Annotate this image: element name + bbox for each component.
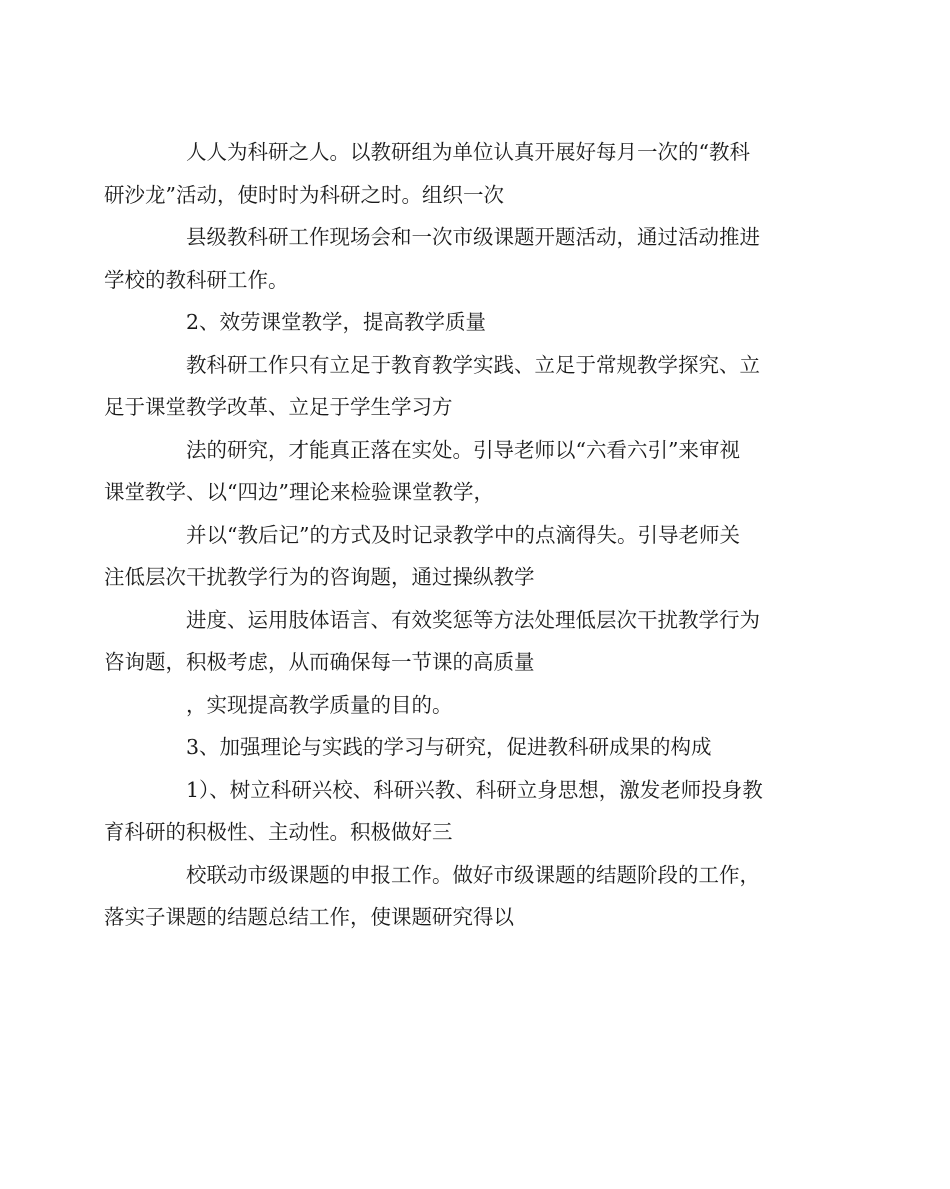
text-line: 人人为科研之人。以教研组为单位认真开展好每月一次的“教科 xyxy=(186,140,750,164)
text-line: 1）、树立科研兴校、科研兴教、科研立身思想，激发老师投身教 xyxy=(186,777,763,802)
text-line: 研沙龙”活动，使时时为科研之时。组织一次 xyxy=(104,182,504,207)
paragraph xyxy=(104,429,815,514)
section-heading xyxy=(145,726,815,769)
text-line: 教科研工作只有立足于教育教学实践、立足于常规教学探究、立 xyxy=(186,352,760,377)
text-line: 法的研究，才能真正落在实处。引导老师以“六看六引”来审视 xyxy=(186,437,740,462)
text-line: 校联动市级课题的申报工作。做好市级课题的结题阶段的工作， xyxy=(186,862,760,887)
paragraph xyxy=(104,216,815,301)
section-heading xyxy=(145,301,815,344)
text-line: 落实子课题的结题总结工作，使课题研究得以 xyxy=(104,905,514,929)
text-line: 2、效劳课堂教学，提高教学质量 xyxy=(186,310,487,334)
paragraph xyxy=(104,854,815,939)
paragraph xyxy=(145,684,815,727)
text-line: 课堂教学、以“四边”理论来检验课堂教学， xyxy=(104,480,494,504)
paragraph xyxy=(104,599,815,684)
text-line: 进度、运用肢体语言、有效奖惩等方法处理低层次干扰教学行为 xyxy=(186,607,760,632)
text-line: 足于课堂教学改革、立足于学生学习方 xyxy=(104,395,453,419)
text-line: 学校的教科研工作。 xyxy=(104,267,289,292)
text-line: 县级教科研工作现场会和一次市级课题开题活动，通过活动推进 xyxy=(186,225,760,249)
text-line: 3、加强理论与实践的学习与研究，促进教科研成果的构成 xyxy=(186,735,712,759)
text-line: ，实现提高教学质量的目的。 xyxy=(186,692,453,717)
paragraph xyxy=(104,769,815,854)
paragraph xyxy=(104,514,815,599)
text-line: 咨询题，积极考虑，从而确保每一节课的高质量 xyxy=(104,650,535,674)
text-line: 并以“教后记”的方式及时记录教学中的点滴得失。引导老师关 xyxy=(186,522,740,547)
document-body xyxy=(104,131,815,939)
paragraph xyxy=(104,131,815,216)
paragraph xyxy=(104,344,815,429)
text-line: 注低层次干扰教学行为的咨询题，通过操纵教学 xyxy=(104,565,535,589)
text-line: 育科研的积极性、主动性。积极做好三 xyxy=(104,820,453,844)
